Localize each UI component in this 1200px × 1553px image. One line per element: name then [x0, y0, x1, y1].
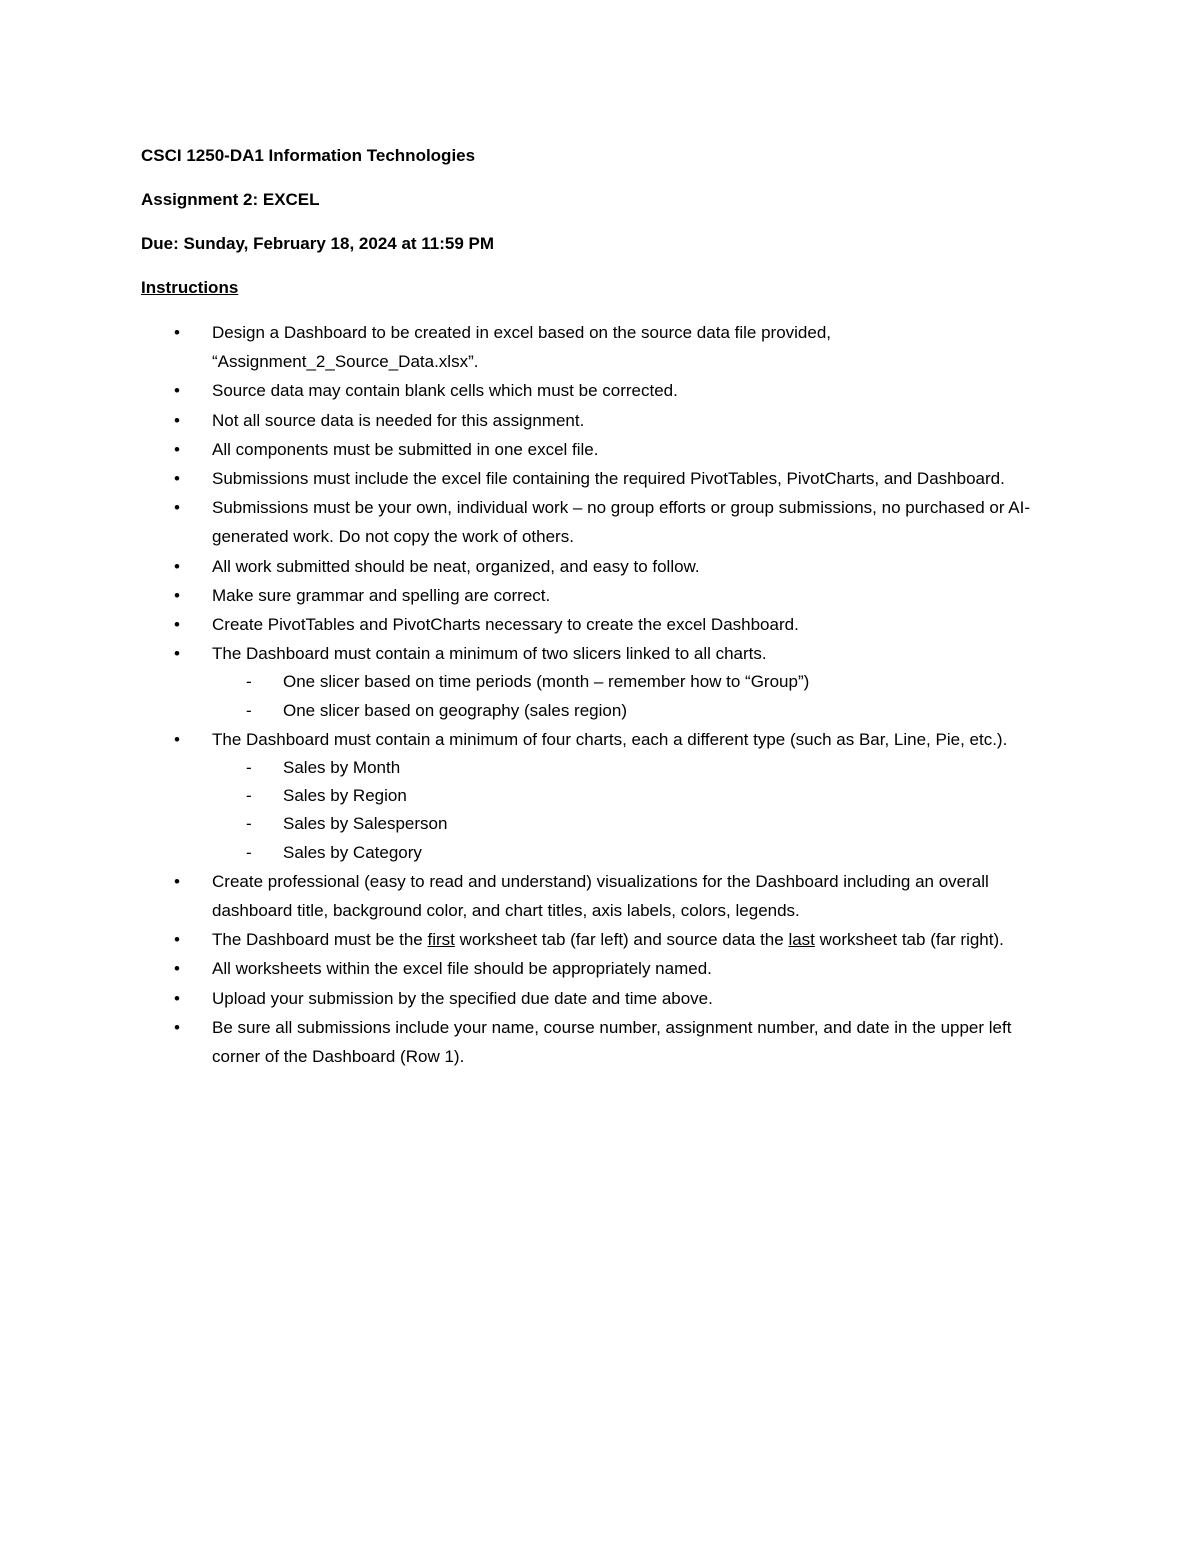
bullet-icon: • — [174, 556, 180, 576]
dash-icon: - — [246, 700, 252, 720]
sub-item — [212, 668, 1060, 696]
instruction-text: Design a Dashboard to be created in excel based on the source data file provided, “Assignment_2_Source_Data.xlsx”. — [212, 323, 832, 372]
sub-item-text: Sales by Month — [283, 758, 401, 778]
bullet-icon: • — [174, 410, 180, 430]
sub-item-text: Sales by Salesperson — [283, 814, 448, 834]
instruction-item — [0, 954, 1200, 983]
underlined-word: first — [427, 930, 455, 950]
bullet-icon: • — [174, 498, 180, 518]
dash-icon: - — [246, 672, 252, 692]
instruction-text: Upload your submission by the specified due date and time above. — [212, 988, 713, 1008]
bullet-icon: • — [174, 323, 180, 342]
sub-item-text: Sales by Category — [283, 842, 422, 862]
instruction-text-part: worksheet tab (far right). — [814, 930, 1004, 950]
instruction-text: Create PivotTables and PivotCharts necessary to create the excel Dashboard. — [212, 615, 799, 635]
dash-icon: - — [246, 758, 252, 778]
instruction-text: All work submitted should be neat, organized, and easy to follow. — [212, 556, 700, 576]
bullet-icon: • — [174, 871, 180, 891]
bullet-icon: • — [174, 439, 180, 459]
instruction-item — [0, 318, 1200, 376]
sub-item-text: Sales by Region — [283, 786, 407, 806]
instructions-list — [0, 318, 1200, 1071]
sub-item — [212, 839, 1060, 867]
sub-item — [212, 754, 1060, 782]
instruction-text-part: worksheet tab (far left) and source data the — [454, 930, 789, 950]
bullet-icon: • — [174, 988, 180, 1008]
course-title: CSCI 1250-DA1 Information Technologies — [141, 146, 476, 165]
instruction-text: Be sure all submissions include your name, course number, assignment number, and date in the upper left corner of the Dashboard (Row 1). — [212, 1017, 1012, 1067]
bullet-icon: • — [174, 615, 180, 635]
bullet-icon: • — [174, 381, 180, 401]
instruction-item — [0, 406, 1200, 435]
instruction-text: Not all source data is needed for this assignment. — [212, 410, 585, 430]
bullet-icon: • — [174, 644, 180, 664]
instruction-item — [0, 464, 1200, 493]
instruction-text — [212, 930, 1004, 949]
sub-item — [212, 697, 1060, 725]
instruction-item — [0, 925, 1200, 954]
instruction-item — [0, 867, 1200, 925]
instruction-item — [0, 493, 1200, 551]
due-date: Due: Sunday, February 18, 2024 at 11:59 PM — [141, 234, 495, 253]
instruction-text: Submissions must include the excel file containing the required PivotTables, PivotCharts, and Dashboard. — [212, 469, 1005, 489]
instruction-text: All worksheets within the excel file should be appropriately named. — [212, 959, 712, 979]
bullet-icon: • — [174, 959, 180, 979]
section-heading: Instructions — [141, 278, 239, 297]
instruction-item — [0, 725, 1200, 867]
instruction-item — [0, 610, 1200, 639]
instruction-item — [0, 639, 1200, 725]
bullet-icon: • — [174, 585, 180, 605]
dash-icon: - — [246, 814, 252, 834]
instruction-text-part: The Dashboard must be the — [212, 930, 428, 950]
dash-icon: - — [246, 842, 252, 862]
sub-list — [212, 668, 1060, 724]
dash-icon: - — [246, 786, 252, 806]
instruction-text: Source data may contain blank cells which must be corrected. — [212, 381, 678, 401]
instruction-text: The Dashboard must contain a minimum of four charts, each a different type (such as Bar, Line, Pie, etc.). — [212, 729, 1008, 749]
sub-item — [212, 810, 1060, 838]
sub-item-text: One slicer based on time periods (month – remember how to “Group”) — [283, 672, 810, 692]
instruction-item — [0, 581, 1200, 610]
instruction-text: Make sure grammar and spelling are correct. — [212, 585, 551, 605]
bullet-icon: • — [174, 930, 180, 950]
bullet-icon: • — [174, 1017, 180, 1037]
instruction-text: Submissions must be your own, individual work – no group efforts or group submissions, no purchased or AI-generated work. Do not copy the work of others. — [212, 498, 1030, 547]
instruction-item — [0, 1013, 1200, 1071]
instruction-item — [0, 376, 1200, 405]
instruction-text: Create professional (easy to read and understand) visualizations for the Dashboard including an overall dashboard title, background color, and chart titles, axis labels, colors, legends. — [212, 871, 989, 921]
assignment-title: Assignment 2: EXCEL — [141, 190, 320, 209]
instruction-text: The Dashboard must contain a minimum of two slicers linked to all charts. — [212, 644, 767, 664]
instruction-item — [0, 984, 1200, 1013]
sub-list — [212, 754, 1060, 867]
sub-item-text: One slicer based on geography (sales region) — [283, 700, 627, 720]
bullet-icon: • — [174, 729, 180, 749]
instruction-text: All components must be submitted in one excel file. — [212, 439, 599, 459]
bullet-icon: • — [174, 469, 180, 489]
underlined-word: last — [788, 930, 815, 950]
instruction-item — [0, 435, 1200, 464]
sub-item — [212, 782, 1060, 810]
instruction-item — [0, 552, 1200, 581]
